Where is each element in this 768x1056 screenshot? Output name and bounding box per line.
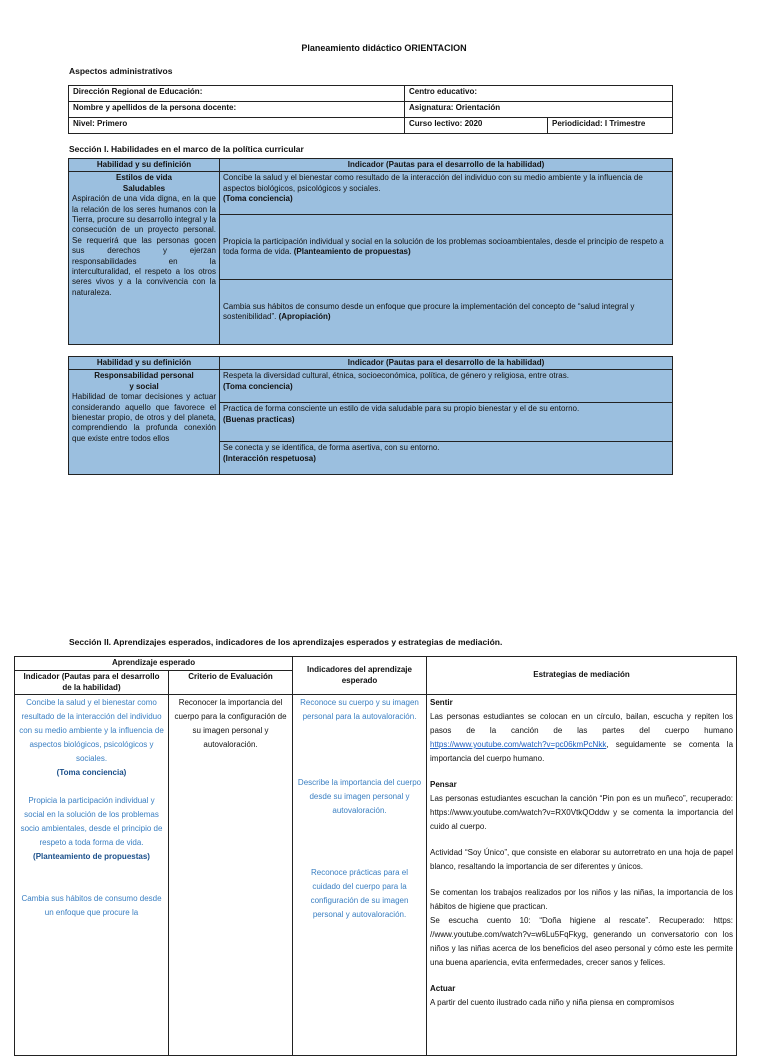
indicator-cell — [220, 403, 673, 442]
skill-definition: Aspiración de una vida digna, en la que la relación de los seres humanos con la Tierra, procure su desarrollo integral y la consecución de un proyecto personal. Se requerirá que las personas gocen sus derechos y ejerzan responsabilidades en la interculturalidad, el respeto a los otros seres vivos y a la convivencia con la naturaleza. — [72, 194, 216, 297]
col-habilidad: Habilidad y su definición — [69, 159, 220, 172]
col-indicadores-ae: Indicadores del aprendizaje esperado — [293, 657, 427, 695]
mediation-table — [14, 656, 737, 1056]
sentir-text: Las personas estudiantes se colocan en un círculo, bailan, escucha y repiten los pasos de la canción de las partes del cuerpo humano https://www.youtube.com/watch?v=pc06kmPcNkk, seguidamente se comenta la importancia del cuerpo humano. — [430, 712, 734, 763]
indicator-text: Propicia la participación individual y social en la solución de los problemas socioambientales, desde el principio de respeto a toda forma de vida. — [223, 237, 664, 257]
indicator-tag: (Buenas practicas) — [223, 414, 295, 424]
skill-name: Estilos de vida — [115, 173, 173, 183]
indicator-tag: (Toma conciencia) — [56, 768, 127, 777]
skill-table-header — [69, 357, 673, 370]
trabajos-text: Se comentan los trabajos realizados por los niños y las niñas, la importancia de los hábitos de higiene que practican. — [430, 888, 734, 911]
pensar-title: Pensar — [430, 780, 457, 789]
indicator-cell — [220, 215, 673, 280]
admin-cell: Centro educativo: — [405, 86, 673, 102]
indicator-tag: (Toma conciencia) — [223, 194, 293, 204]
col-indicador: Indicador (Pautas para el desarrollo de la habilidad) — [15, 671, 169, 695]
col-aprendizaje: Aprendizaje esperado — [15, 657, 293, 671]
indicator-cell — [220, 280, 673, 345]
sentir-title: Sentir — [430, 698, 453, 707]
pensar-text: Las personas estudiantes escuchan la canción “Pin pon es un muñeco”, recuperado: https://www.youtube.com/watch?v=RX0VtkQOddw y se comenta la importancia del cuido al cuerpo. — [430, 794, 734, 831]
actuar-title: Actuar — [430, 984, 456, 993]
col-habilidad: Habilidad y su definición — [69, 357, 220, 370]
indicator-text: Se conecta y se identifica, de forma asertiva, con su entorno. — [223, 443, 440, 453]
indicator-text: Practica de forma consciente un estilo de vida saludable para su propio bienestar y el de su entorno. — [223, 404, 580, 414]
admin-cell: Periodicidad: I Trimestre — [548, 118, 673, 134]
ae-indicator: Reconoce prácticas para el cuidado del cuerpo para la configuración de su imagen personal y autovaloración. — [310, 868, 409, 919]
indicator-tag: (Planteamiento de propuestas) — [33, 852, 150, 861]
criterio-column — [169, 695, 293, 1056]
indicator-text: Cambia sus hábitos de consumo desde un enfoque que procure la — [21, 894, 162, 917]
admin-row — [69, 86, 673, 102]
indicator-column — [15, 695, 169, 1056]
indicator-text: Concibe la salud y el bienestar como resultado de la interacción del individuo con su medio ambiente y la influencia de aspectos biológicos, psicológicos y sociales. — [223, 173, 643, 193]
col-estrategias: Estrategias de mediación — [427, 657, 737, 695]
admin-cell: Asignatura: Orientación — [405, 102, 673, 118]
soy-unico-text: Actividad “Soy Único”, que consiste en elaborar su autorretrato en una hoja de papel blanco, resaltando la importancia de ser diferentes y únicos. — [430, 848, 734, 871]
ae-indicator: Describe la importancia del cuerpo desde su imagen personal y autovaloración. — [297, 778, 422, 815]
indicator-tag: (Planteamiento de propuestas) — [293, 247, 411, 257]
indicator-tag: (Interacción respetuosa) — [223, 453, 316, 463]
admin-cell: Nombre y apellidos de la persona docente: — [69, 102, 405, 118]
section2-heading: Sección II. Aprendizajes esperados, indicadores de los aprendizajes esperados y estrategias de mediación. — [69, 637, 503, 647]
cuento-text: Se escucha cuento 10: “Doña higiene al rescate”. Recuperado: https: //www.youtube.com/watch?v=w6Lu5FqFkyg, generando un conversatorio con los niños y las niñas acerca de los beneficios del aseo personal y cómo este les permite una buena apariencia, evita enfermedades, crecer sanos y felices. — [430, 916, 734, 967]
admin-heading: Aspectos administrativos — [69, 66, 173, 76]
skill-table-2 — [68, 356, 673, 475]
col-indicador: Indicador (Pautas para el desarrollo de la habilidad) — [220, 357, 673, 370]
admin-cell: Nivel: Primero — [69, 118, 405, 134]
col-criterio: Criterio de Evaluación — [169, 671, 293, 695]
indicator-tag: (Toma conciencia) — [223, 381, 293, 391]
skill-table-1 — [68, 158, 673, 345]
admin-cell: Dirección Regional de Educación: — [69, 86, 405, 102]
indicator-text: Propicia la participación individual y social en la solución de los problemas socio ambientales, desde el principio de respeto a toda forma de vida. — [20, 796, 163, 847]
indicator-tag: (Apropiación) — [278, 312, 331, 322]
admin-table — [68, 85, 673, 134]
youtube-link[interactable]: https://www.youtube.com/watch?v=pc06kmPcNkk — [430, 740, 607, 749]
skill-name: Saludables — [122, 183, 166, 193]
indicator-text: Respeta la diversidad cultural, étnica, socioeconómica, política, de género y religiosa, entre otras. — [223, 371, 569, 381]
skill-table-header — [69, 159, 673, 172]
indicator-cell — [220, 172, 673, 215]
document-title: Planeamiento didáctico ORIENTACION — [301, 43, 467, 53]
skill-definition-cell — [69, 172, 220, 345]
indicator-text: Cambia sus hábitos de consumo desde un enfoque que procure la implementación del concepto de “salud integral y sostenibilidad”. — [223, 302, 635, 322]
col-indicador: Indicador (Pautas para el desarrollo de la habilidad) — [220, 159, 673, 172]
criterio-text: Reconocer la importancia del cuerpo para la configuración de su imagen personal y autovaloración. — [174, 698, 287, 749]
skill-definition: Habilidad de tomar decisiones y actuar considerando aquello que favorece el bienestar propio, de otros y del planeta, comprendiendo la profunda conexión que existe entre todos ellos — [72, 392, 216, 443]
admin-row — [69, 118, 673, 134]
strategies-column — [427, 695, 737, 1056]
section1-heading: Sección I. Habilidades en el marco de la política curricular — [69, 144, 304, 154]
actuar-text: A partir del cuento ilustrado cada niño y niña piensa en compromisos — [430, 998, 675, 1007]
skill-name: Responsabilidad personal — [94, 371, 194, 381]
indicator-cell — [220, 442, 673, 475]
ae-indicators-column — [293, 695, 427, 1056]
admin-cell: Curso lectivo: 2020 — [405, 118, 548, 134]
indicator-text: Concibe la salud y el bienestar como resultado de la interacción del individuo con su medio ambiente y la influencia de aspectos biológicos, psicológicos y sociales. — [19, 698, 164, 763]
indicator-cell — [220, 370, 673, 403]
skill-definition-cell — [69, 370, 220, 475]
skill-name: y social — [129, 381, 159, 391]
ae-indicator: Reconoce su cuerpo y su imagen personal para la autovaloración. — [300, 698, 419, 721]
admin-row — [69, 102, 673, 118]
